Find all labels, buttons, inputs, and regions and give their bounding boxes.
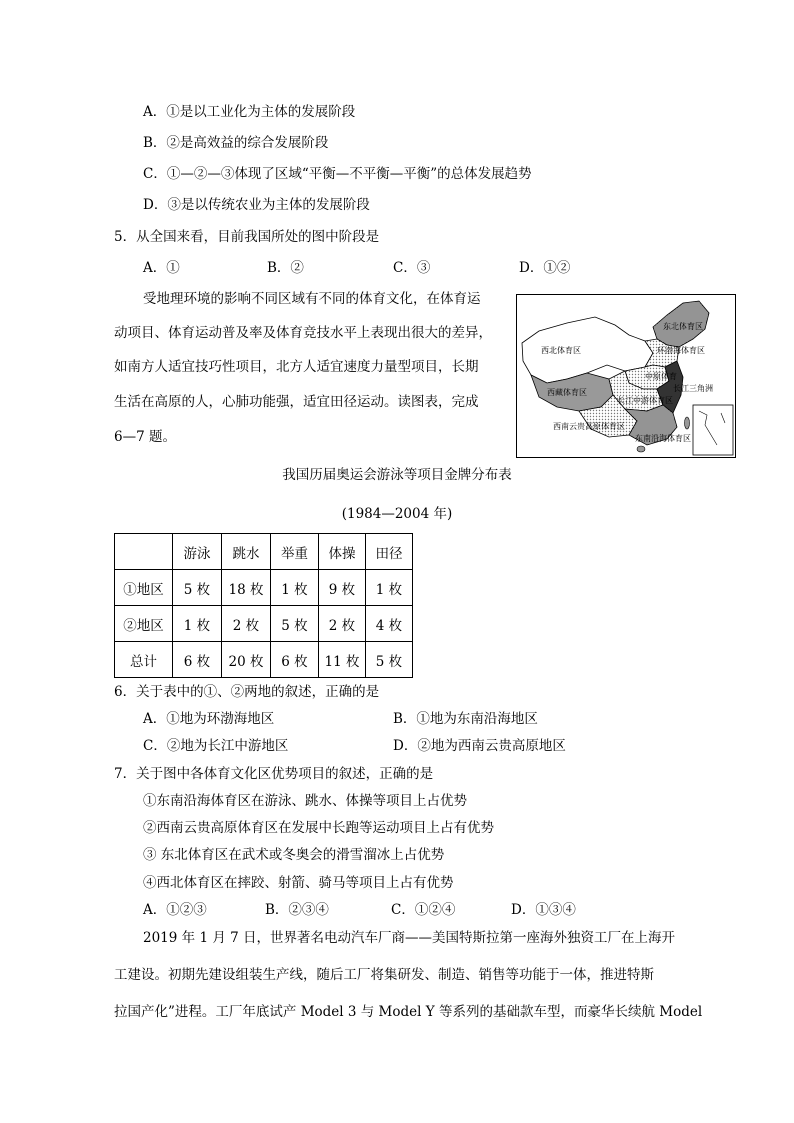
table-cell: 11 枚 [319, 642, 366, 678]
q7-option-d: D．①③④ [511, 902, 576, 918]
passage2-line-2: 工建设。初期先建设组装生产线，随后工厂将集研发、制造、销售等功能于一体，推进特斯 [114, 967, 654, 983]
table-cell: 18 枚 [222, 570, 271, 606]
table-cell: 9 枚 [319, 570, 366, 606]
passage1-line-4: 生活在高原的人，心肺功能强，适宜田径运动。读图表，完成 [114, 394, 479, 410]
map-label-middle-yangtze: 长江中游体育区 [617, 396, 673, 405]
table-subtitle: (1984—2004 年) [341, 506, 453, 522]
q4-option-c: C．①—②—③体现了区域“平衡—不平衡—平衡”的总体发展趋势 [143, 166, 532, 182]
passage1-line-5: 6—7 题。 [114, 429, 176, 445]
q6-option-d: D．②地为西南云贵高原地区 [393, 738, 566, 754]
q7-stem: 7．关于图中各体育文化区优势项目的叙述，正确的是 [114, 766, 434, 782]
q5-options [143, 258, 603, 278]
table-cell: 1 枚 [271, 570, 319, 606]
q7-option-c: C．①②④ [391, 902, 456, 918]
passage1-line-2: 动项目、体育运动普及率及体育竞技水平上表现出很大的差异， [114, 325, 492, 341]
q5-option-b: B．② [267, 260, 304, 276]
table-cell: 5 枚 [366, 642, 413, 678]
china-map-figure [517, 295, 735, 457]
map-label-southeast: 东南沿海体育区 [635, 434, 691, 443]
q5-option-c: C．③ [393, 260, 431, 276]
table-cell: 4 枚 [366, 606, 413, 642]
table-cell: 5 枚 [173, 570, 222, 606]
q4-option-d: D．③是以传统农业为主体的发展阶段 [143, 197, 370, 213]
table-header-cell: 游泳 [173, 534, 222, 570]
q6-option-c: C．②地为长江中游地区 [143, 738, 289, 754]
q4-option-a: A．①是以工业化为主体的发展阶段 [143, 104, 356, 120]
table-cell: 5 枚 [271, 606, 319, 642]
table-cell: 1 枚 [173, 606, 222, 642]
table-title: 我国历届奥运会游泳等项目金牌分布表 [282, 467, 512, 483]
table-cell: ①地区 [115, 570, 173, 606]
map-label-yangtze-delta: 长江三角洲 [673, 384, 713, 393]
map-label-northeast: 东北体育区 [663, 322, 703, 331]
q6-option-b: B．①地为东南沿海地区 [393, 711, 538, 727]
q6-option-a: A．①地为环渤海地区 [143, 711, 275, 727]
passage1-line-1: 受地理环境的影响不同区域有不同的体育文化，在体育运 [143, 291, 481, 307]
q5-stem: 5．从全国来看，目前我国所处的图中阶段是 [114, 229, 380, 245]
map-label-southwest: 西南云贵高原体育区 [553, 422, 625, 431]
q5-option-a: A．① [143, 260, 180, 276]
table-header-cell: 田径 [366, 534, 413, 570]
table-row [115, 642, 413, 678]
map-label-bohai: 环渤海体育区 [657, 346, 705, 355]
table-cell: 6 枚 [173, 642, 222, 678]
q6-options-row-2 [143, 736, 643, 756]
q5-option-d: D．①② [519, 260, 571, 276]
passage1-line-3: 如南方人适宜技巧性项目，北方人适宜速度力量型项目，长期 [114, 359, 479, 375]
sports-region-map [516, 294, 736, 458]
q7-statement-4: ④西北体育区在摔跤、射箭、骑马等项目上占有优势 [143, 875, 454, 891]
q7-option-b: B．②③④ [265, 902, 329, 918]
table-row [115, 570, 413, 606]
table-header-cell: 举重 [271, 534, 319, 570]
table-cell: 6 枚 [271, 642, 319, 678]
q7-option-a: A．①②③ [143, 902, 207, 918]
q6-options-row-1 [143, 709, 643, 729]
table-header-cell: 跳水 [222, 534, 271, 570]
q6-stem: 6．关于表中的①、②两地的叙述，正确的是 [114, 684, 380, 700]
table-header-cell: 体操 [319, 534, 366, 570]
q7-statement-1: ①东南沿海体育区在游泳、跳水、体操等项目上占优势 [143, 793, 467, 809]
table-cell: 2 枚 [319, 606, 366, 642]
table-header-cell [115, 534, 173, 570]
passage2-line-1: 2019 年 1 月 7 日，世界著名电动汽车厂商——美国特斯拉第一座海外独资工厂在上海开 [143, 930, 675, 946]
passage2-line-3: 拉国产化”进程。工厂年底试产 Model 3 与 Model Y 等系列的基础款车型，而豪华长续航 Model [114, 1004, 703, 1020]
q4-option-b: B．②是高效益的综合发展阶段 [143, 135, 329, 151]
table-cell: 1 枚 [366, 570, 413, 606]
medal-table [114, 533, 413, 678]
map-label-tibet: 西藏体育区 [547, 388, 587, 397]
q7-statement-2: ②西南云贵高原体育区在发展中长跑等运动项目上占有优势 [143, 820, 494, 836]
q7-statement-3: ③ 东北体育区在武术或冬奥会的滑雪溜冰上占优势 [143, 847, 445, 863]
q7-options [143, 900, 603, 920]
south-china-sea-inset [693, 405, 733, 455]
table-cell: 总计 [115, 642, 173, 678]
table-header-row [115, 534, 413, 570]
table-cell: 20 枚 [222, 642, 271, 678]
map-label-northwest: 西北体育区 [541, 346, 581, 355]
table-cell: ②地区 [115, 606, 173, 642]
table-row [115, 606, 413, 642]
map-label-central: 中原体育 [645, 372, 677, 381]
table-cell: 2 枚 [222, 606, 271, 642]
